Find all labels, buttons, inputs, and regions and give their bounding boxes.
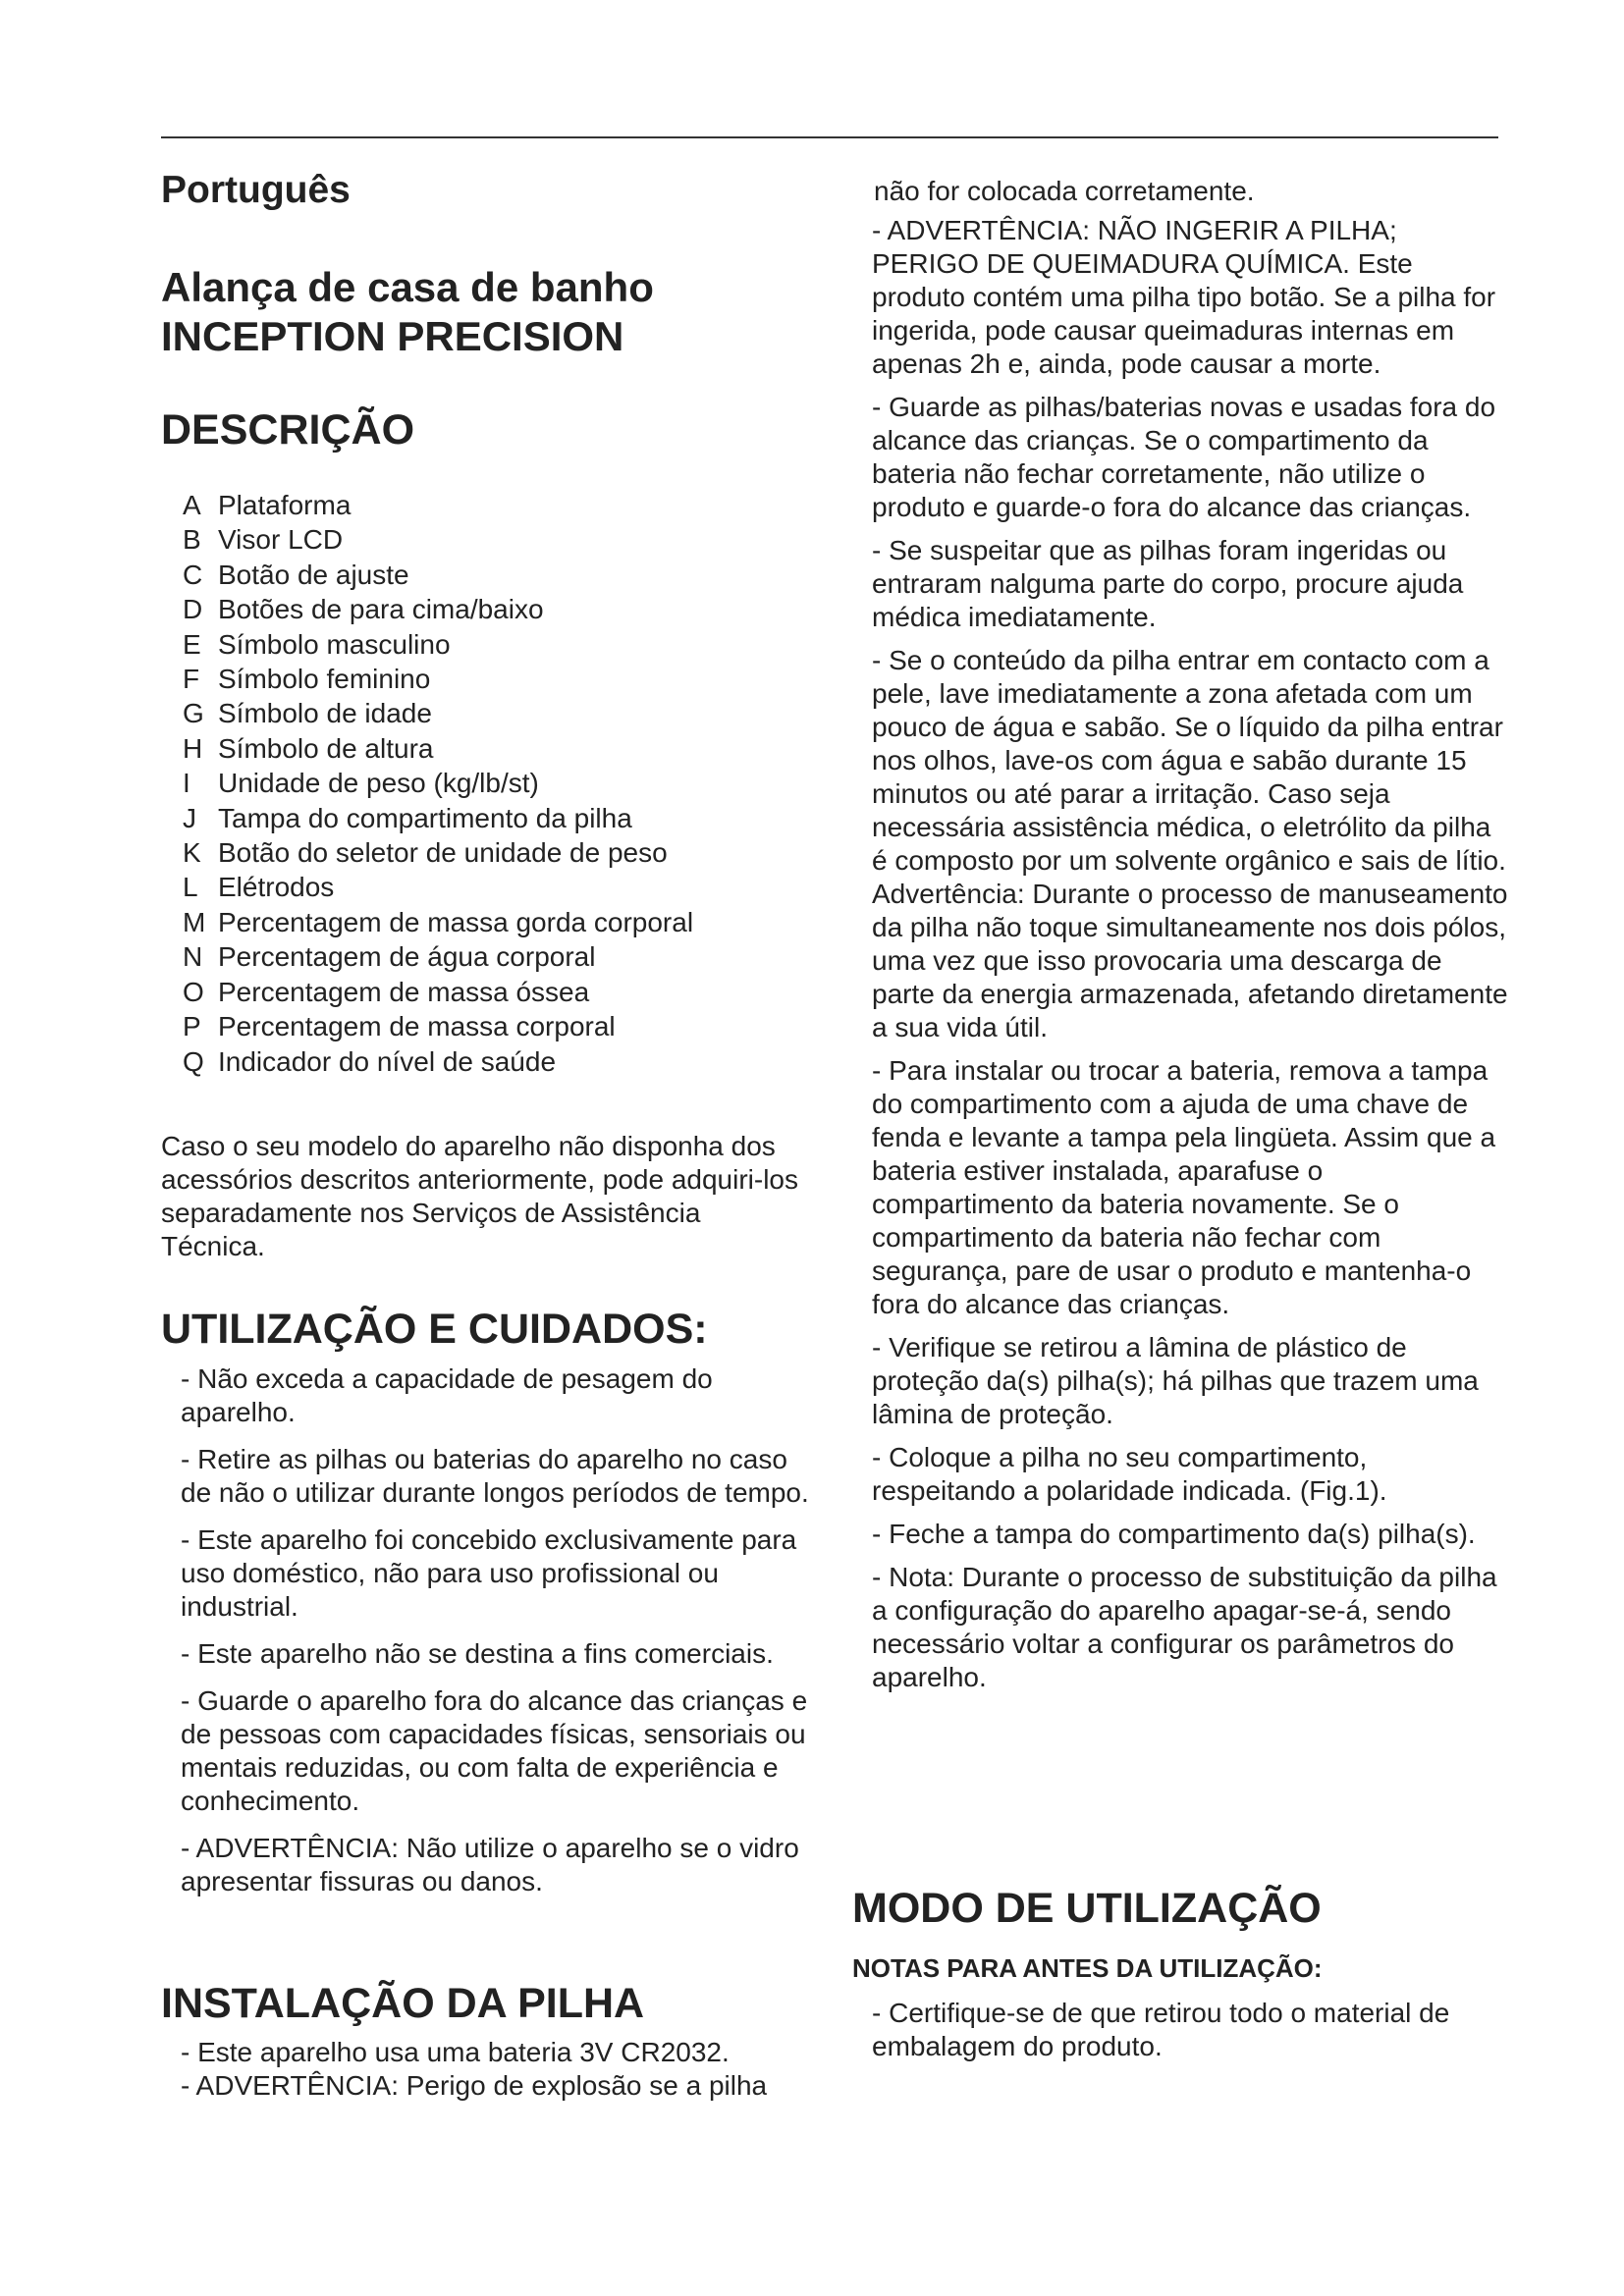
description-item-letter: O <box>183 976 204 1007</box>
description-item <box>183 696 693 730</box>
description-item-text: Botões de para cima/baixo <box>218 594 544 625</box>
description-item-text: Percentagem de água corporal <box>218 941 596 973</box>
battery-warnings-list <box>872 214 1510 1704</box>
before-use-list <box>872 1997 1510 2077</box>
description-item <box>183 975 693 1009</box>
description-item-letter: P <box>183 1011 201 1042</box>
description-list <box>183 488 693 1079</box>
product-title-line-2: INCEPTION PRECISION <box>161 313 624 359</box>
description-item-letter: H <box>183 732 203 764</box>
description-item-text: Botão de ajuste <box>218 559 409 590</box>
description-item-letter: Q <box>183 1045 204 1077</box>
description-item <box>183 627 693 662</box>
bullet-item: - Certifique-se de que retirou todo o material de embalagem do produto. <box>872 1998 1450 2061</box>
description-item <box>183 905 693 939</box>
bullet-item: - Se o conteúdo da pilha entrar em contacto com a pele, lave imediatamente a zona afetada com um pouco de água e sabão. Se o líquido da pilha entrar nos olhos, lave-os com água e sabão durante 15 minutos ou até parar a irritação. Caso seja necessária assistência médica, o eletrólito da pilha é composto por um solvente orgânico e sais de lítio. Advertência: Durante o processo de manuseamento da pilha não toque simultaneamente nos dois pólos, uma vez que isso provocaria uma descarga de parte da energia armazenada, afetando diretamente a sua vida útil. <box>872 645 1508 1042</box>
description-item-letter: K <box>183 837 201 869</box>
description-item-letter: I <box>183 768 190 799</box>
bullet-item: - Este aparelho usa uma bateria 3V CR2032. <box>181 2037 730 2067</box>
bullet-item: - ADVERTÊNCIA: Perigo de explosão se a pilha <box>181 2070 768 2101</box>
description-item <box>183 592 693 626</box>
description-item-text: Percentagem de massa gorda corporal <box>218 906 694 937</box>
description-item-text: Indicador do nível de saúde <box>218 1045 557 1077</box>
product-title <box>161 263 654 361</box>
description-item-text: Tampa do compartimento da pilha <box>218 802 632 833</box>
battery-heading: INSTALAÇÃO DA PILHA <box>161 1980 645 2027</box>
description-item <box>183 662 693 696</box>
description-item-text: Visor LCD <box>218 524 344 556</box>
description-item <box>183 1009 693 1043</box>
description-item-letter: M <box>183 906 206 937</box>
description-item-letter: D <box>183 594 203 625</box>
description-item <box>183 835 693 870</box>
product-title-line-1: Alança de casa de banho <box>161 264 654 310</box>
bullet-item: - Guarde o aparelho fora do alcance das crianças e de pessoas com capacidades físicas, sensoriais ou mentais reduzidas, ou com falta de experiência e conhecimento. <box>181 1685 808 1816</box>
description-item-text: Elétrodos <box>218 872 335 903</box>
before-use-subheading: NOTAS PARA ANTES DA UTILIZAÇÃO: <box>852 1953 1323 1983</box>
description-item <box>183 488 693 522</box>
description-item-text: Plataforma <box>218 490 352 520</box>
battery-continuation: não for colocada corretamente. <box>874 176 1255 206</box>
description-item <box>183 766 693 800</box>
description-item <box>183 558 693 592</box>
description-item <box>183 1044 693 1079</box>
description-item-letter: B <box>183 524 201 556</box>
bullet-item: - Guarde as pilhas/baterias novas e usadas fora do alcance das crianças. Se o compartimento da bateria não fechar corretamente, não utilize o produto e guarde-o fora do alcance das crianças. <box>872 392 1496 522</box>
description-item <box>183 939 693 974</box>
description-item-text: Símbolo de idade <box>218 698 432 729</box>
bullet-item: - ADVERTÊNCIA: NÃO INGERIR A PILHA; PERIGO DE QUEIMADURA QUÍMICA. Este produto contém uma pilha tipo botão. Se a pilha for ingerida, pode causar queimaduras internas em apenas 2h e, ainda, pode causar a morte. <box>872 215 1496 379</box>
description-item <box>183 870 693 904</box>
description-item <box>183 522 693 557</box>
description-item-text: Percentagem de massa corporal <box>218 1011 616 1042</box>
description-item-text: Símbolo feminino <box>218 664 431 695</box>
description-item-letter: J <box>183 802 196 833</box>
description-item-text: Símbolo de altura <box>218 732 434 764</box>
description-item-text: Botão do seletor de unidade de peso <box>218 837 668 869</box>
bullet-item: - Coloque a pilha no seu compartimento, respeitando a polaridade indicada. (Fig.1). <box>872 1442 1387 1506</box>
description-heading: DESCRIÇÃO <box>161 406 415 454</box>
description-item-text: Percentagem de massa óssea <box>218 976 590 1007</box>
description-item <box>183 801 693 835</box>
description-item-letter: G <box>183 698 204 729</box>
description-item-letter: E <box>183 628 201 660</box>
description-item <box>183 731 693 766</box>
bullet-item: - Nota: Durante o processo de substituição da pilha a configuração do aparelho apagar-se-á, sendo necessário voltar a configurar os parâmetros do aparelho. <box>872 1562 1497 1692</box>
bullet-item: - Não exceda a capacidade de pesagem do aparelho. <box>181 1363 713 1427</box>
how-to-use-heading: MODO DE UTILIZAÇÃO <box>852 1885 1322 1932</box>
description-item-letter: L <box>183 872 198 903</box>
description-item-letter: N <box>183 941 203 973</box>
language-title: Português <box>161 169 351 211</box>
bullet-item: - Retire as pilhas ou baterias do aparelho no caso de não o utilizar durante longos períodos de tempo. <box>181 1444 809 1508</box>
description-item-letter: A <box>183 490 201 520</box>
description-item-letter: C <box>183 559 203 590</box>
use-care-list <box>181 1362 819 1912</box>
description-item-letter: F <box>183 664 200 695</box>
description-item-text: Unidade de peso (kg/lb/st) <box>218 768 539 799</box>
accessories-note: Caso o seu modelo do aparelho não disponha dos acessórios descritos anteriormente, pode adquiri-los separadamente nos Serviços de Assistência Técnica. <box>161 1131 798 1261</box>
bullet-item: - Se suspeitar que as pilhas foram ingeridas ou entraram nalguma parte do corpo, procure ajuda médica imediatamente. <box>872 535 1464 632</box>
top-rule <box>161 136 1498 138</box>
bullet-item: - Este aparelho foi concebido exclusivamente para uso doméstico, não para uso profissional ou industrial. <box>181 1524 797 1622</box>
battery-list <box>181 2036 819 2103</box>
bullet-item: - Para instalar ou trocar a bateria, remova a tampa do compartimento com a ajuda de uma chave de fenda e levante a tampa pela lingüeta. Assim que a bateria estiver instalada, aparafuse o compartimento da bateria novamente. Se o compartimento da bateria não fechar com segurança, pare de usar o produto e mantenha-o fora do alcance das crianças. <box>872 1055 1496 1319</box>
description-item-text: Símbolo masculino <box>218 628 451 660</box>
bullet-item: - Verifique se retirou a lâmina de plástico de proteção da(s) pilha(s); há pilhas que trazem uma lâmina de proteção. <box>872 1332 1479 1429</box>
use-care-heading: UTILIZAÇÃO E CUIDADOS: <box>161 1306 708 1353</box>
bullet-item: - Este aparelho não se destina a fins comerciais. <box>181 1638 774 1669</box>
bullet-item: - Feche a tampa do compartimento da(s) pilha(s). <box>872 1519 1476 1549</box>
bullet-item: - ADVERTÊNCIA: Não utilize o aparelho se o vidro apresentar fissuras ou danos. <box>181 1833 799 1896</box>
